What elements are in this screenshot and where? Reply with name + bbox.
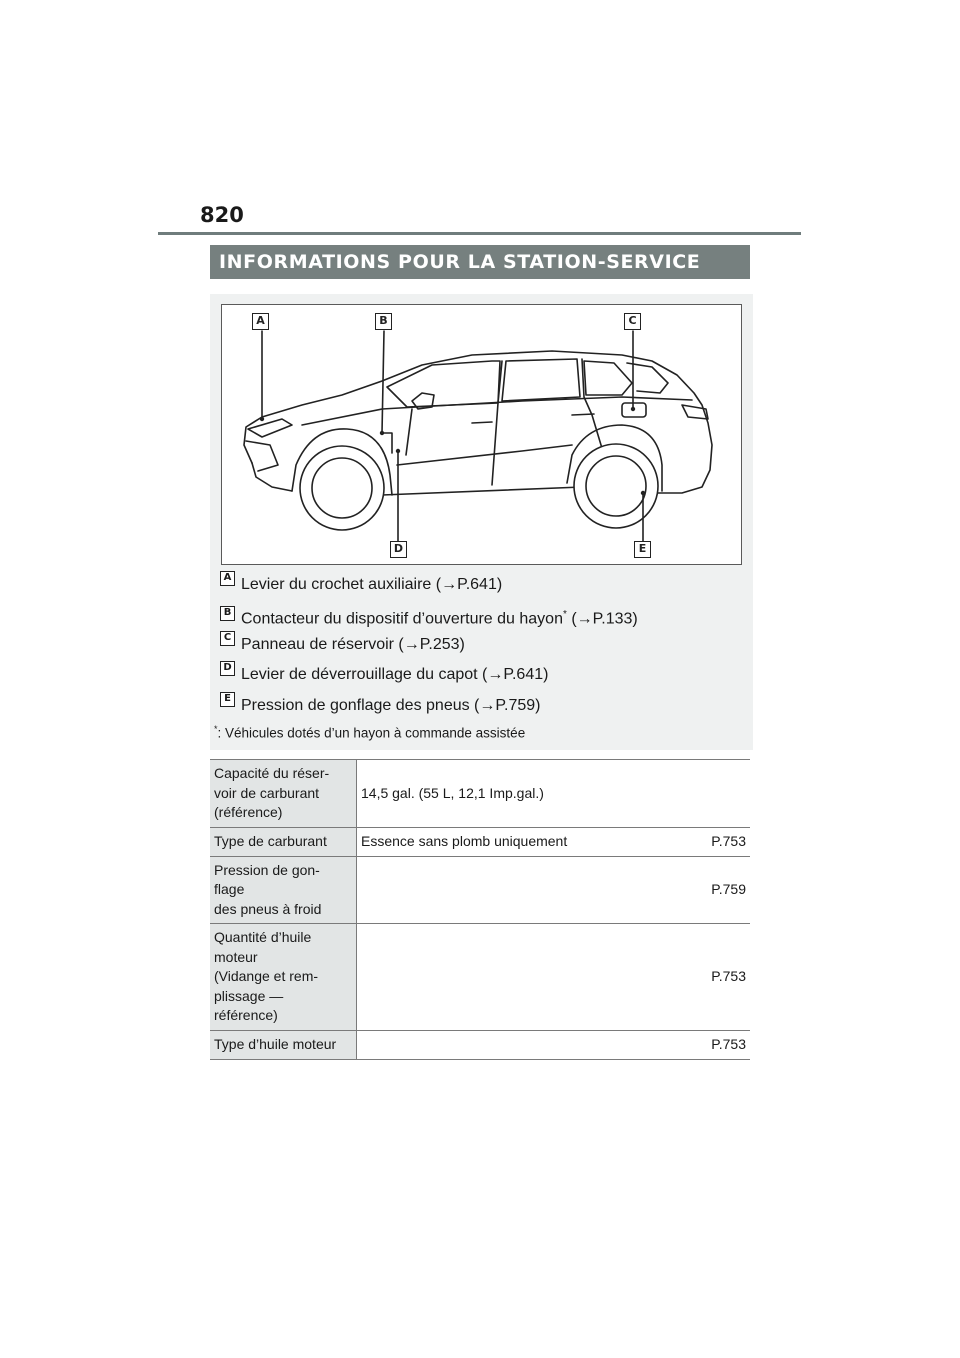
- table-row: [210, 924, 750, 1031]
- legend-item-c: [220, 634, 465, 656]
- spec-label: Pression de gon- flage des pneus à froid: [210, 856, 357, 924]
- table-row: [210, 856, 750, 924]
- arrow-icon: →: [576, 610, 593, 628]
- spec-ref: [682, 760, 750, 828]
- figure-callout-d: D: [390, 541, 407, 558]
- page-number: 820: [200, 203, 244, 227]
- figure-callout-b: B: [375, 313, 392, 330]
- legend-text-c: Panneau de réservoir (: [241, 636, 404, 653]
- figure-callout-c: C: [624, 313, 641, 330]
- spec-label: Type d’huile moteur: [210, 1030, 357, 1059]
- legend-star-b: *: [562, 609, 567, 620]
- figure-callout-a: A: [252, 313, 269, 330]
- section-title: INFORMATIONS POUR LA STATION-SERVICE: [210, 245, 750, 279]
- spec-ref: P.753: [682, 827, 750, 856]
- footnote-text: : Véhicules dotés d’un hayon à commande assistée: [217, 725, 526, 741]
- legend-ref-a: P.641): [457, 576, 503, 593]
- arrow-icon: →: [479, 697, 496, 714]
- spec-value: [357, 856, 683, 924]
- specs-table: [210, 759, 750, 1060]
- legend-item-a: [220, 574, 502, 596]
- spec-label: Quantité d’huile moteur (Vidange et rem- plissage — référence): [210, 924, 357, 1031]
- arrow-icon: →: [487, 666, 504, 683]
- spec-value: 14,5 gal. (55 L, 12,1 Imp.gal.): [357, 760, 683, 828]
- spec-value: [357, 924, 683, 1031]
- legend-item-e: [220, 695, 540, 717]
- legend-item-d: [220, 664, 548, 686]
- header-rule: [158, 232, 801, 235]
- legend-key-b: B: [220, 606, 235, 621]
- legend-ref-e: P.759): [495, 697, 541, 714]
- spec-ref: P.753: [682, 924, 750, 1031]
- legend-pre-b: (: [566, 610, 577, 628]
- table-row: [210, 760, 750, 828]
- spec-value: Essence sans plomb uniquement: [357, 827, 683, 856]
- figure-callout-e: E: [634, 541, 651, 558]
- legend-key-d: D: [220, 661, 235, 676]
- legend-item-b: [220, 604, 638, 626]
- spec-value: [357, 1030, 683, 1059]
- spec-ref: P.753: [682, 1030, 750, 1059]
- table-row: [210, 1030, 750, 1059]
- spec-ref: P.759: [682, 856, 750, 924]
- legend-ref-c: P.253): [419, 636, 465, 653]
- footnote-star: *: [214, 724, 218, 734]
- table-row: [210, 827, 750, 856]
- arrow-icon: →: [441, 576, 458, 593]
- legend-key-e: E: [220, 692, 235, 707]
- legend-key-c: C: [220, 631, 235, 646]
- legend-ref-d: P.641): [503, 666, 549, 683]
- legend-text-b: Contacteur du dispositif d’ouverture du hayon: [241, 610, 563, 628]
- vehicle-figure: [221, 304, 742, 565]
- spec-label: Type de carburant: [210, 827, 357, 856]
- spec-label: Capacité du réser- voir de carburant (référence): [210, 760, 357, 828]
- arrow-icon: →: [403, 636, 420, 653]
- legend-text-e: Pression de gonflage des pneus (: [241, 697, 480, 714]
- footnote: [214, 724, 525, 741]
- suv-side-view-illustration: [222, 305, 743, 566]
- legend-ref-b: P.133): [592, 610, 638, 628]
- legend-key-a: A: [220, 571, 235, 586]
- legend-text-d: Levier de déverrouillage du capot (: [241, 666, 488, 683]
- legend-text-a: Levier du crochet auxiliaire (: [241, 576, 442, 593]
